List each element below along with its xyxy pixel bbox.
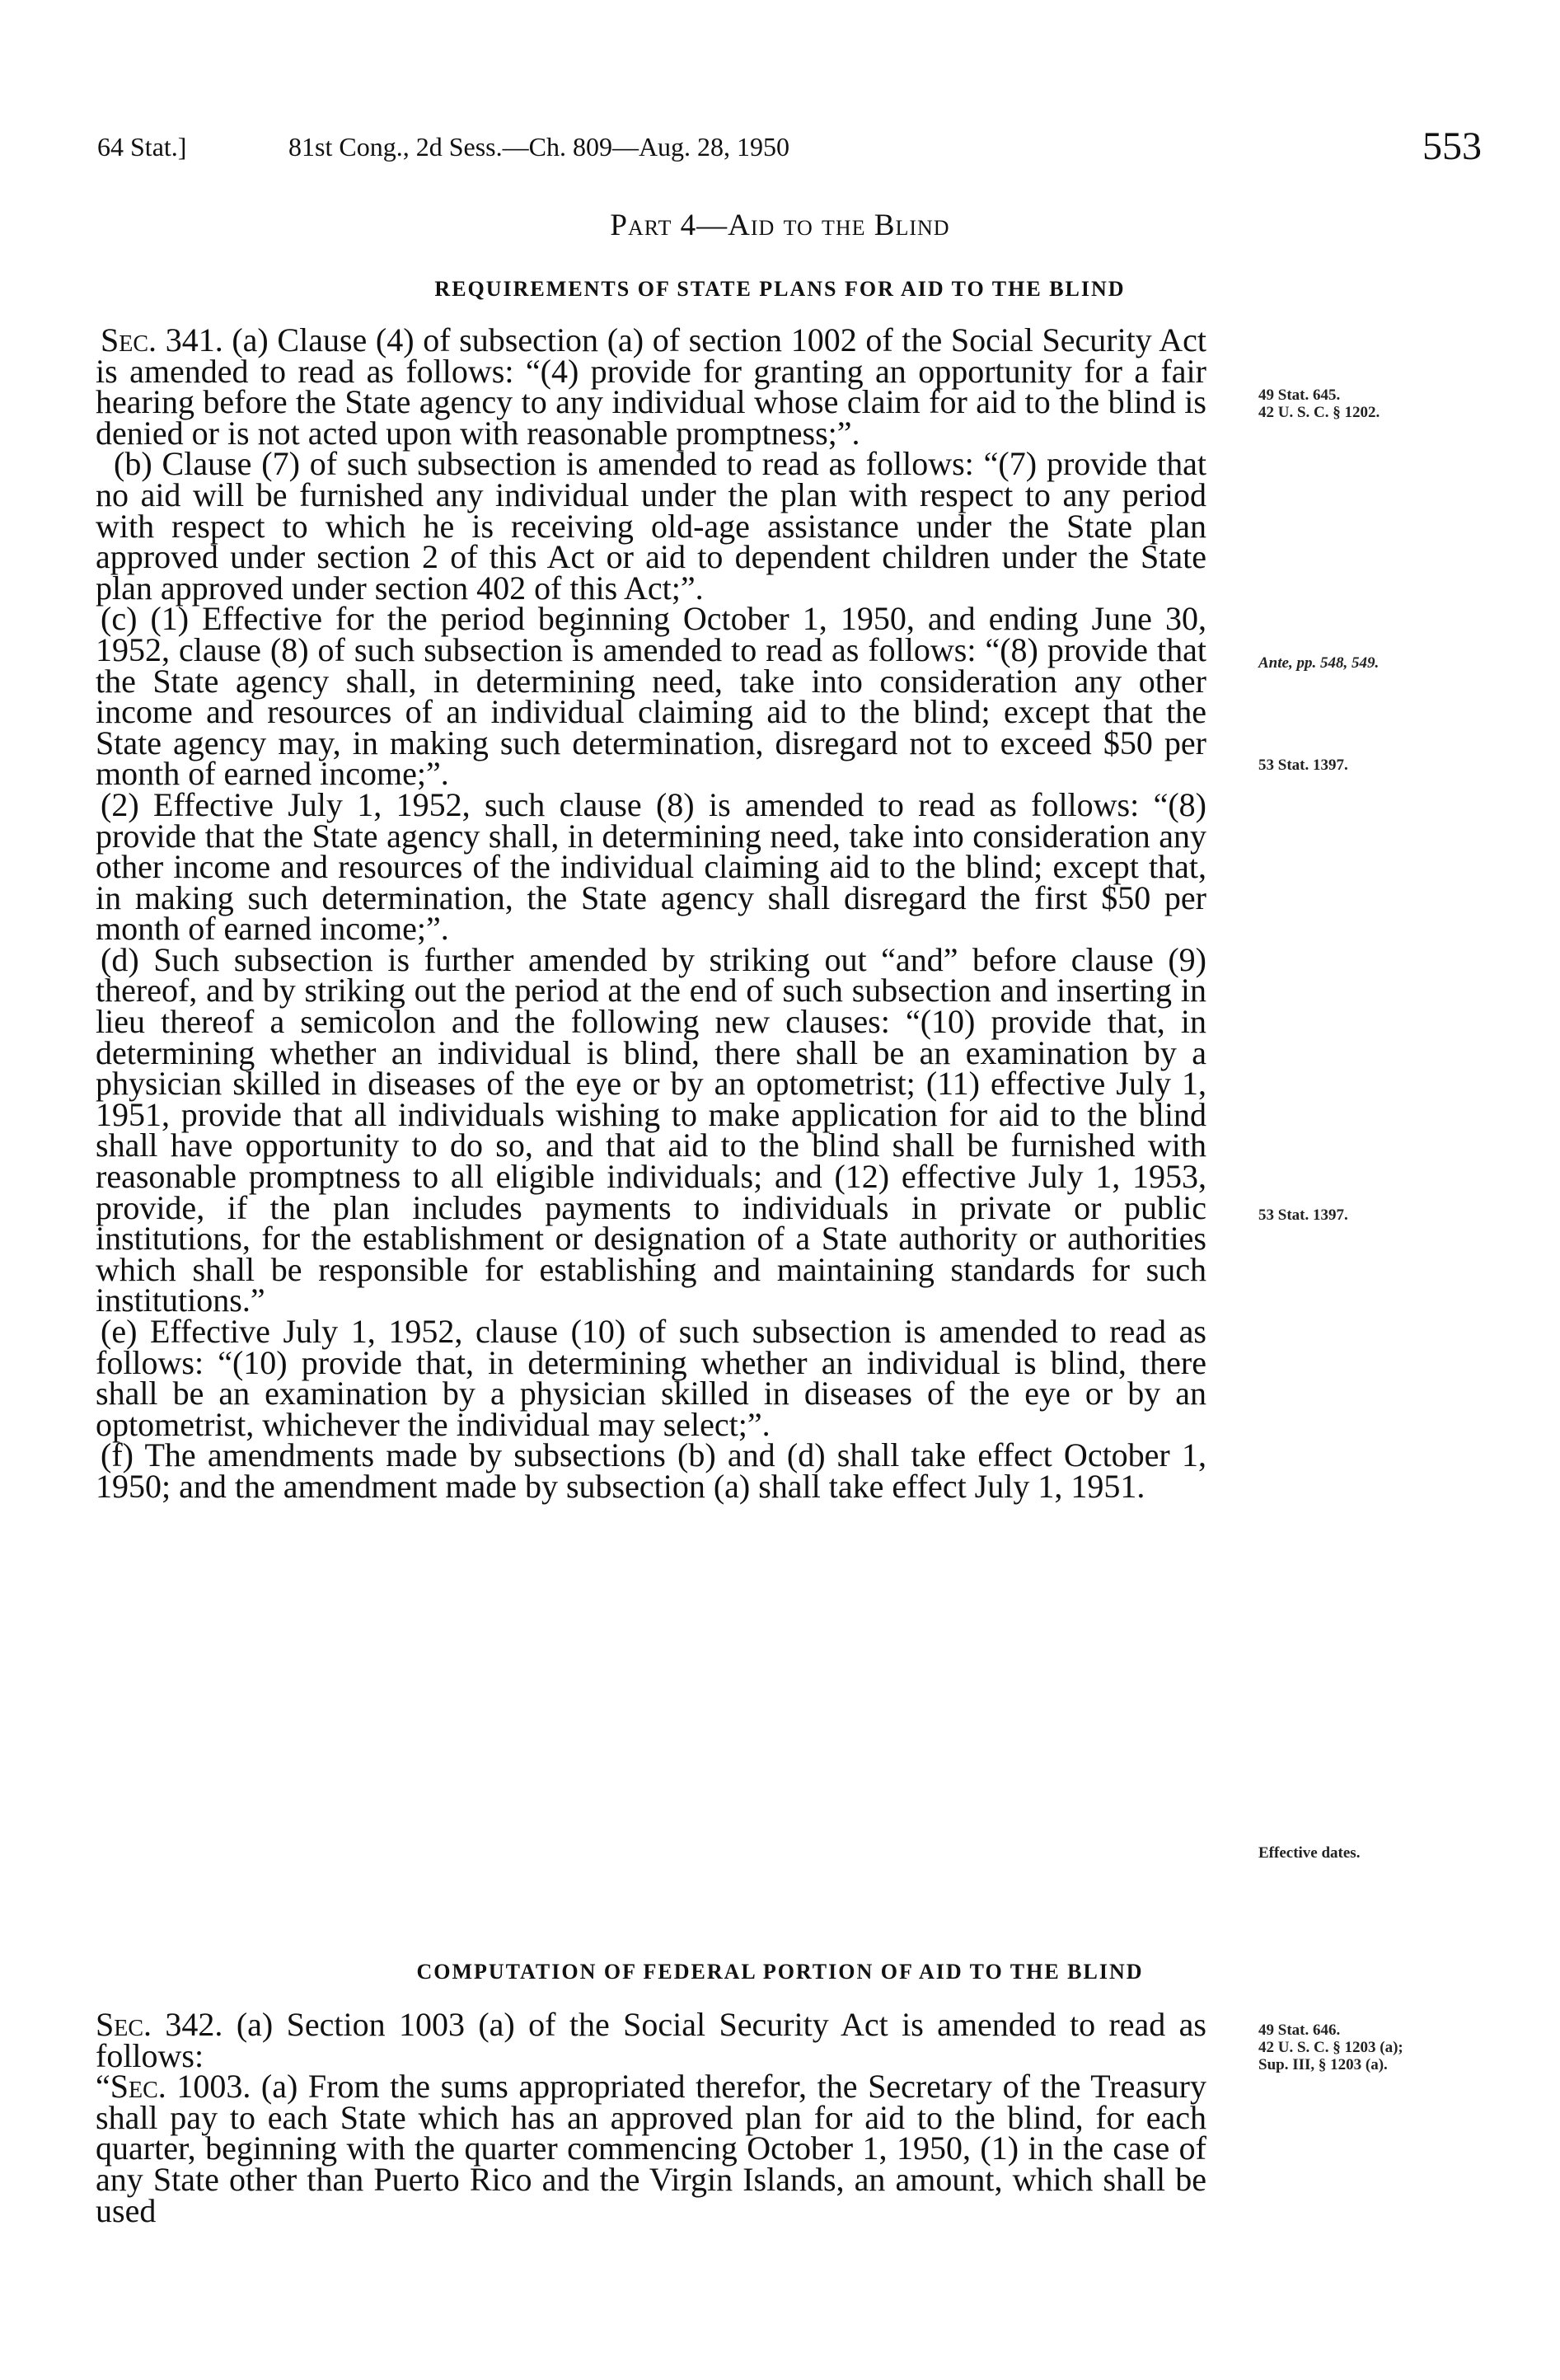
margin-note [1258, 654, 1506, 672]
paragraph-text: 1003. (a) From the sums appropriated therefor, the Secretary of the Treasury shall pay to each State which has an approved plan for aid to the blind, for each quarter, beginning with the quarter commencing October 1, 1950, (1) in the case of any State other than Puerto Rico and the Virgin Islands, an amount, which shall be used [96, 2068, 1206, 2229]
margin-note [1258, 1844, 1506, 1862]
margin-note-line: 42 U. S. C. § 1203 (a); [1258, 2039, 1403, 2056]
part-title: Part 4—Aid to the Blind [610, 208, 950, 242]
section-lead: Sec. [96, 2006, 152, 2043]
section-342-body [96, 2006, 1206, 2229]
paragraph-text: (f) The amendments made by subsections (b) and (d) shall take effect October 1, 1950; and the amendment made by subsection (a) shall take effect July 1, 1951. [96, 1436, 1206, 1505]
paragraph [96, 445, 1206, 607]
margin-note [1258, 2022, 1506, 2073]
margin-note [1258, 757, 1506, 774]
paragraph-text: 342. (a) Section 1003 (a) of the Social Security Act is amended to read as follows: [96, 2006, 1206, 2074]
paragraph [96, 940, 1206, 1319]
margin-note-line: Effective dates. [1258, 1844, 1361, 1862]
section-lead: Sec. [101, 321, 157, 358]
paragraph [96, 1436, 1206, 1505]
section-heading-342: COMPUTATION OF FEDERAL PORTION OF AID TO THE BLIND [416, 1960, 1144, 1984]
volume-reference: 64 Stat.] [97, 132, 187, 162]
section-lead: “Sec. [96, 2068, 166, 2106]
margin-note-line: Ante, pp. 548, 549. [1258, 654, 1380, 672]
paragraph-text: (e) Effective July 1, 1952, clause (10) of such subsection is amended to read as follows: “(10) provide that, in determining whether an individual is blind, there shall be an examination by a physician skilled in diseases of the eye or by an optometrist, whichever the individual may select;”. [96, 1313, 1206, 1443]
margin-note-line: 42 U. S. C. § 1202. [1258, 404, 1380, 421]
margin-note-line: 49 Stat. 646. [1258, 2022, 1341, 2039]
paragraph [96, 1313, 1206, 1443]
margin-note-line: 53 Stat. 1397. [1258, 1206, 1348, 1224]
section-heading-341: REQUIREMENTS OF STATE PLANS FOR AID TO THE BLIND [434, 277, 1126, 301]
paragraph-text: (d) Such subsection is further amended by striking out “and” before clause (9) thereof, and by striking out the period at the end of such subsection and inserting in lieu thereof a semicolon and the following new clauses: “(10) provide that, in determining whether an individual is blind, there shall be an examination by a physician skilled in diseases of the eye or by an optometrist; (11) effective July 1, 1951, provide that all individuals wishing to make application for aid to the blind shall have opportunity to do so, and that aid to the blind shall be furnished with reasonable promptness to all eligible individuals; and (12) effective July 1, 1953, provide, if the plan includes payments to individuals in private or public institutions, for the establishment or designation of a State authority or authorities which shall be responsible for establishing and maintaining standards for such institutions.” [96, 940, 1206, 1319]
page-number: 553 [1422, 124, 1482, 168]
paragraph-text: (2) Effective July 1, 1952, such clause (8) is amended to read as follows: “(8) provide that the State agency shall, in determining need, take into consideration any other income and resources of the individual claiming aid to the blind; except that, in making such determination, the State agency shall disregard the first $50 per month of earned income;”. [96, 785, 1206, 948]
margin-note-line: Sup. III, § 1203 (a). [1258, 2056, 1388, 2073]
paragraph-text: (b) Clause (7) of such subsection is amended to read as follows: “(7) provide that no aid will be furnished any individual under the plan with respect to any period with respect to which he is receiving old-age assistance under the State plan approved under section 2 of this Act or aid to dependent children under the State plan approved under section 402 of this Act;”. [96, 445, 1206, 607]
margin-note [1258, 1206, 1506, 1224]
paragraph-text: 341. (a) Clause (4) of subsection (a) of section 1002 of the Social Security Act is amended to read as follows: “(4) provide for granting an opportunity for a fair hearing before the State agency to any individual whose claim for aid to the blind is denied or is not acted upon with reasonable promptness;”. [96, 321, 1206, 452]
paragraph [96, 2068, 1206, 2229]
paragraph [96, 785, 1206, 948]
paragraph-text: (c) (1) Effective for the period beginning October 1, 1950, and ending June 30, 1952, clause (8) of such subsection is amended to read as follows: “(8) provide that the State agency shall, in determining need, take into consideration any other income and resources of an individual claiming aid to the blind; except that the State agency may, in making such determination, disregard not to exceed $50 per month of earned income;”. [96, 600, 1206, 793]
margin-note-line: 49 Stat. 645. [1258, 387, 1341, 404]
session-line: 81st Cong., 2d Sess.—Ch. 809—Aug. 28, 1950 [288, 132, 790, 162]
margin-note-line: 53 Stat. 1397. [1258, 757, 1348, 774]
paragraph [96, 321, 1206, 452]
paragraph [96, 600, 1206, 793]
section-341-body [96, 321, 1206, 1505]
margin-note [1258, 387, 1506, 421]
paragraph [96, 2006, 1206, 2074]
running-head [97, 124, 1482, 181]
